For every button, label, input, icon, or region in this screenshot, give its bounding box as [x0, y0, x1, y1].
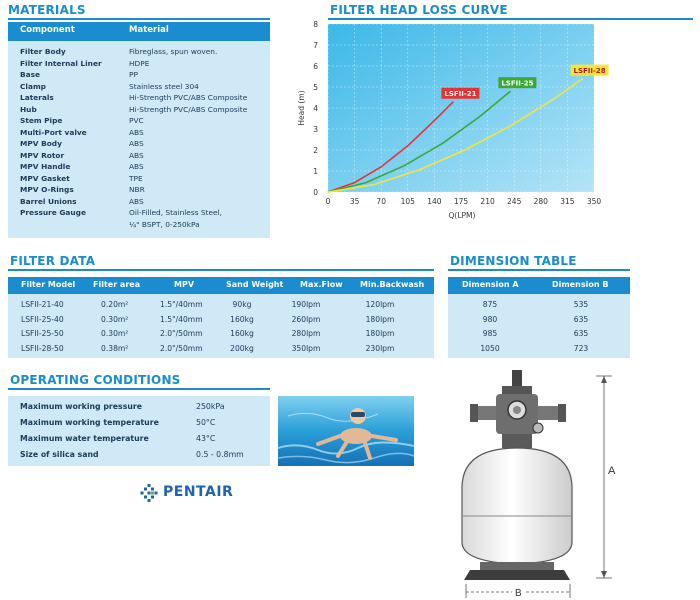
filter-data-cell: 160kg [230, 329, 254, 338]
col-dimension-b: Dimension B [552, 280, 609, 289]
operating-value: 50°C [196, 418, 216, 427]
material-component: Barrel Unions [20, 196, 77, 206]
x-tick-label: 350 [586, 197, 602, 206]
material-value: TPE [129, 173, 143, 183]
col-dimension-a: Dimension A [462, 280, 519, 289]
dimension-cell: 635 [573, 314, 589, 324]
material-value: ABS [129, 139, 144, 148]
operating-label: Maximum working temperature [20, 418, 159, 427]
material-component: Filter Body [20, 47, 66, 56]
y-tick-label: 1 [313, 167, 318, 176]
operating-value: 0.5 - 0.8mm [196, 450, 244, 459]
filter-data-cell: 120lpm [365, 300, 395, 309]
y-tick-label: 0 [313, 188, 318, 197]
material-component: Laterals [20, 93, 54, 102]
filter-data-cell: 0.30m² [101, 314, 129, 324]
dimension-table-header [448, 277, 630, 294]
col-material: Material [129, 25, 169, 35]
material-component: Pressure Gauge [20, 208, 86, 217]
filter-data-cell: 200kg [230, 343, 254, 353]
dimension-cell: 980 [482, 314, 498, 324]
y-tick-label: 3 [313, 125, 318, 134]
operating-value: 250kPa [196, 402, 225, 411]
dimension-cell: 985 [482, 329, 498, 338]
materials-table-header [8, 22, 270, 41]
y-tick-label: 7 [313, 41, 318, 50]
filter-data-cell: 280lpm [291, 329, 321, 338]
filter-base [464, 570, 570, 580]
x-tick-label: 105 [400, 197, 415, 206]
head-loss-chart [290, 18, 610, 228]
series-label: LSFII-25 [501, 79, 534, 88]
operating-value: 43°C [196, 434, 216, 443]
filter-data-heading: FILTER DATA [10, 254, 96, 268]
filter-data-cell: 90kg [232, 300, 252, 309]
operating-heading: OPERATING CONDITIONS [10, 373, 181, 387]
dimension-cell: 635 [573, 329, 589, 338]
filter-data-cell: 0.30m² [101, 329, 129, 338]
filter-data-divider [8, 269, 434, 271]
material-component: Filter Internal Liner [20, 58, 102, 68]
x-tick-label: 210 [480, 197, 495, 206]
col-max-flow: Max.Flow [300, 280, 343, 289]
col-min-backwash: Min.Backwash [360, 280, 425, 289]
filter-data-cell: 230lpm [365, 343, 395, 353]
col-sand-weight: Sand Weight [226, 280, 284, 289]
col-component: Component [20, 25, 75, 35]
materials-divider [8, 18, 270, 20]
y-tick-label: 4 [313, 104, 318, 113]
operating-label: Size of silica sand [20, 450, 99, 459]
filter-data-cell: 180lpm [365, 314, 395, 324]
material-value: PVC [129, 116, 144, 125]
filter-tank [462, 448, 572, 564]
col-filter-area: Filter area [93, 280, 141, 289]
material-value: NBR [129, 185, 145, 194]
material-value: ABS [129, 150, 144, 160]
y-axis-label: Head (m) [297, 90, 306, 126]
material-value: Hi-Strength PVC/ABS Composite [129, 93, 248, 102]
material-component: MPV O-Rings [20, 185, 74, 194]
material-value: ABS [129, 196, 144, 206]
col-mpv: MPV [174, 280, 195, 289]
filter-data-cell: LSFII-25-40 [21, 314, 64, 324]
valve-handle [512, 370, 522, 388]
col-filter-model: Filter Model [21, 280, 76, 289]
material-value: Oil-Filled, Stainless Steel, [129, 208, 222, 217]
material-component: Multi-Port valve [20, 127, 87, 137]
dimension-divider [448, 269, 630, 271]
dimension-a-label: A [608, 465, 616, 477]
material-component: Base [20, 70, 41, 79]
material-value: Fibreglass, spun woven. [129, 47, 218, 56]
operating-label: Maximum water temperature [20, 434, 149, 443]
material-component: Stem Pipe [20, 116, 63, 125]
x-tick-label: 175 [453, 197, 469, 206]
material-value-continued: ¼" BSPT, 0-250kPa [129, 219, 200, 229]
filter-data-cell: 260lpm [291, 314, 321, 324]
material-component: Hub [20, 104, 37, 114]
dimension-table-heading: DIMENSION TABLE [450, 254, 577, 268]
dimension-table [448, 294, 630, 358]
filter-data-cell: 2.0"/50mm [160, 343, 203, 353]
filter-data-cell: 1.5"/40mm [160, 300, 203, 309]
filter-data-cell: 0.38m² [101, 343, 129, 353]
material-value: Hi-Strength PVC/ABS Composite [129, 104, 248, 114]
material-value: ABS [129, 162, 144, 171]
material-component: MPV Rotor [20, 150, 65, 160]
filter-data-cell: 0.20m² [101, 300, 129, 309]
chart-title: FILTER HEAD LOSS CURVE [330, 3, 508, 17]
pentair-wordmark: PENTAIR [163, 484, 234, 500]
material-value: HDPE [129, 58, 150, 68]
operating-divider [8, 388, 270, 390]
material-component: MPV Handle [20, 162, 71, 171]
x-tick-label: 0 [325, 197, 331, 206]
dimension-cell: 875 [482, 300, 498, 309]
y-tick-label: 8 [313, 20, 318, 29]
material-value: PP [129, 70, 138, 79]
material-component: MPV Body [20, 139, 62, 148]
x-tick-label: 35 [349, 197, 360, 206]
x-tick-label: 70 [376, 197, 386, 206]
pentair-logo [140, 482, 250, 504]
filter-data-cell: LSFII-25-50 [21, 329, 64, 338]
materials-heading: MATERIALS [8, 3, 86, 17]
y-tick-label: 5 [313, 83, 318, 92]
operating-table [8, 396, 270, 466]
filter-data-cell: LSFII-21-40 [21, 300, 64, 309]
material-value: ABS [129, 127, 144, 137]
series-label: LSFII-21 [444, 90, 477, 99]
filter-data-table [8, 294, 434, 358]
material-value: Stainless steel 304 [129, 81, 199, 91]
y-tick-label: 2 [313, 146, 318, 155]
filter-data-cell: 2.0"/50mm [160, 329, 203, 338]
dimension-b-label: B [515, 588, 522, 598]
filter-data-cell: 1.5"/40mm [160, 314, 203, 324]
filter-data-cell: 160kg [230, 314, 254, 324]
dimension-cell: 1050 [480, 343, 500, 353]
filter-diagram [440, 366, 640, 598]
x-tick-label: 140 [427, 197, 442, 206]
filter-data-cell: LSFII-28-50 [21, 343, 64, 353]
x-tick-label: 280 [533, 197, 548, 206]
filter-data-cell: 180lpm [365, 329, 395, 338]
x-axis-label: Q(LPM) [448, 211, 476, 220]
dimension-cell: 535 [573, 300, 589, 309]
y-tick-label: 6 [313, 62, 318, 71]
x-tick-label: 315 [560, 197, 575, 206]
operating-label: Maximum working pressure [20, 402, 143, 411]
series-label: LSFII-28 [573, 67, 606, 76]
x-tick-label: 245 [507, 197, 522, 206]
filter-data-cell: 350lpm [291, 343, 321, 353]
material-component: Clamp [20, 81, 46, 91]
pentair-logo-mark [140, 484, 158, 502]
material-component: MPV Gasket [20, 173, 70, 183]
swimmer-photo [278, 396, 414, 466]
filter-data-cell: 190lpm [291, 300, 321, 309]
filter-data-header [8, 277, 434, 294]
materials-table [8, 22, 270, 238]
dimension-cell: 723 [573, 343, 589, 353]
